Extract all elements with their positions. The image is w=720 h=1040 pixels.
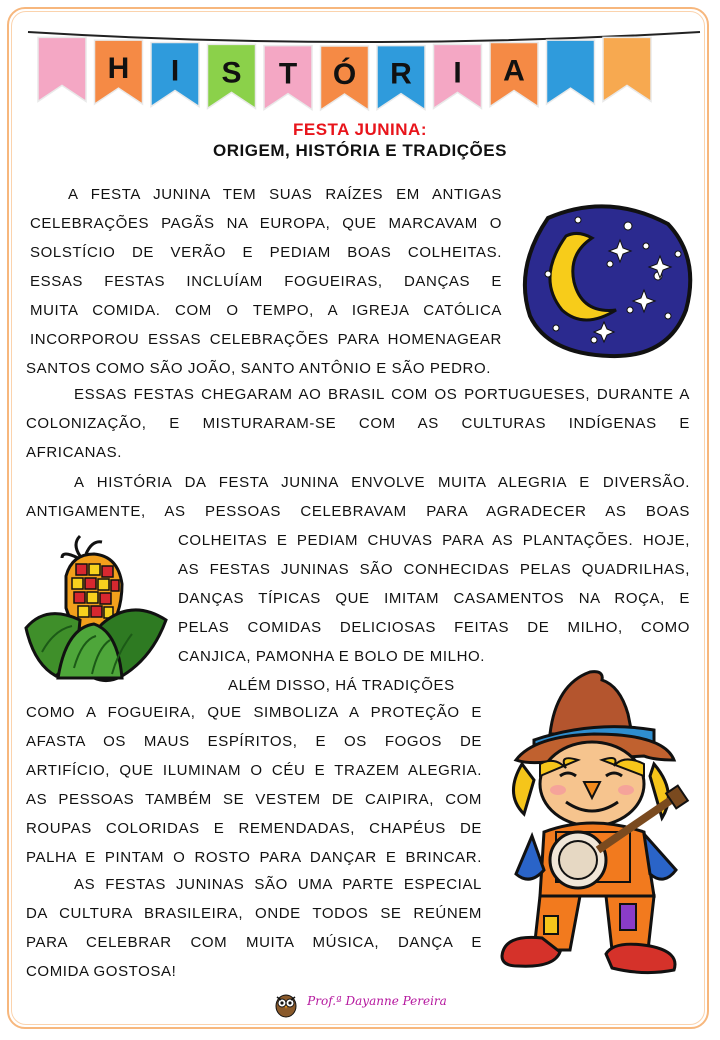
paragraph-3-cont [178, 526, 690, 671]
p5-line: COMIDA GOSTOSA! [26, 963, 177, 980]
p1-line: MUITA COMIDA. COM O TEMPO, A IGREJA CATÓLICA [30, 302, 502, 319]
p5-line: PARA CELEBRAR COM MUITA MÚSICA, DANÇA E [26, 934, 482, 951]
banner-letter: R [390, 57, 412, 91]
p3-line: DANÇAS TÍPICAS QUE IMITAM CASAMENTOS NA ROÇA, E [178, 590, 690, 607]
p2-line: ESSAS FESTAS CHEGARAM AO BRASIL COM OS PORTUGUESES, DURANTE A [74, 386, 690, 403]
subtitle-origem: ORIGEM, HISTÓRIA E TRADIÇÕES [213, 141, 507, 160]
paragraph-1-end [26, 354, 526, 383]
p3-line: COLHEITAS E PEDIAM CHUVAS PARA AS PLANTAÇÕES. HOJE, [178, 532, 690, 549]
banner-flag [547, 40, 595, 104]
p1-line: INCORPOROU ESSAS CELEBRAÇÕES PARA HOMENAGEAR [30, 331, 502, 348]
banner-letter: S [221, 56, 242, 90]
p4-line: ROUPAS COLORIDAS E REMENDADAS, CHAPÉUS DE [26, 820, 482, 837]
p4-line: ALÉM DISSO, HÁ TRADIÇÕES [228, 677, 455, 694]
p4-line: AFASTA OS MAUS ESPÍRITOS, E OS FOGOS DE [26, 733, 482, 750]
p3-line: PELAS COMIDAS DELICIOSAS FEITAS DE MILHO, COMO [178, 619, 690, 636]
banner-letter: T [278, 57, 298, 91]
scarecrow-banjo-icon [494, 664, 694, 980]
p1-line: ESSAS FESTAS INCLUÍAM FOGUEIRAS, DANÇAS E [30, 273, 502, 290]
banner-flag [603, 37, 651, 101]
p4-line: ARTIFÍCIO, QUE ILUMINAM O CÉU E TRAZEM ALEGRIA. [26, 762, 482, 779]
banner-flag [38, 37, 86, 101]
banner-letter: I [170, 54, 180, 88]
p5-line: AS FESTAS JUNINAS SÃO UMA PARTE ESPECIAL [74, 876, 482, 893]
paragraph-4 [26, 698, 482, 872]
banner-letter: A [503, 54, 525, 88]
author-signature: Prof.ª Dayanne Pereira [307, 994, 447, 1008]
p1-line: SOLSTÍCIO DE VERÃO E PEDIAM BOAS COLHEITAS. [30, 244, 502, 261]
paragraph-5 [26, 870, 482, 986]
p4-line: AS PESSOAS TAMBÉM SE VESTEM DE CAIPIRA, COM [26, 791, 482, 808]
p3-line: CANJICA, PAMONHA E BOLO DE MILHO. [178, 648, 486, 665]
p4-line: COMO A FOGUEIRA, QUE SIMBOLIZA A PROTEÇÃO E [26, 704, 482, 721]
p4-line: PALHA E PINTAM O ROSTO PARA DANÇAR E BRINCAR. [26, 849, 482, 866]
p3-line: A HISTÓRIA DA FESTA JUNINA ENVOLVE MUITA ALEGRIA E DIVERSÃO. [74, 474, 690, 491]
night-sky-moon-icon [518, 198, 694, 362]
banner-letter: Ó [332, 58, 357, 91]
paragraph-4-start [228, 671, 488, 700]
p5-line: DA CULTURA BRASILEIRA, ONDE TODOS SE REÚNEM [26, 905, 482, 922]
banner-letter: I [453, 56, 462, 90]
p2-line: COLONIZAÇÃO, E MISTURARAM-SE COM AS CULTURAS INDÍGENAS E [26, 415, 690, 432]
paragraph-2 [26, 380, 690, 467]
corn-icon [22, 528, 170, 688]
p1-line: SANTOS COMO SÃO JOÃO, SANTO ANTÔNIO E SÃO PEDRO. [26, 360, 491, 377]
p3-line: ANTIGAMENTE, AS PESSOAS CELEBRAVAM PARA AGRADECER AS BOAS [26, 503, 690, 520]
title-festa-junina: FESTA JUNINA: [293, 120, 427, 139]
p3-line: AS FESTAS JUNINAS SÃO CONHECIDAS PELAS QUADRILHAS, [178, 561, 690, 578]
historia-banner [0, 0, 720, 120]
banner-letter: H [107, 52, 130, 86]
paragraph-1 [30, 180, 502, 354]
p2-line: AFRICANAS. [26, 444, 123, 461]
p1-line: A FESTA JUNINA TEM SUAS RAÍZES EM ANTIGAS [68, 186, 502, 203]
paragraph-3 [26, 468, 690, 526]
p1-line: CELEBRAÇÕES PAGÃS NA EUROPA, QUE MARCAVAM O [30, 215, 502, 232]
